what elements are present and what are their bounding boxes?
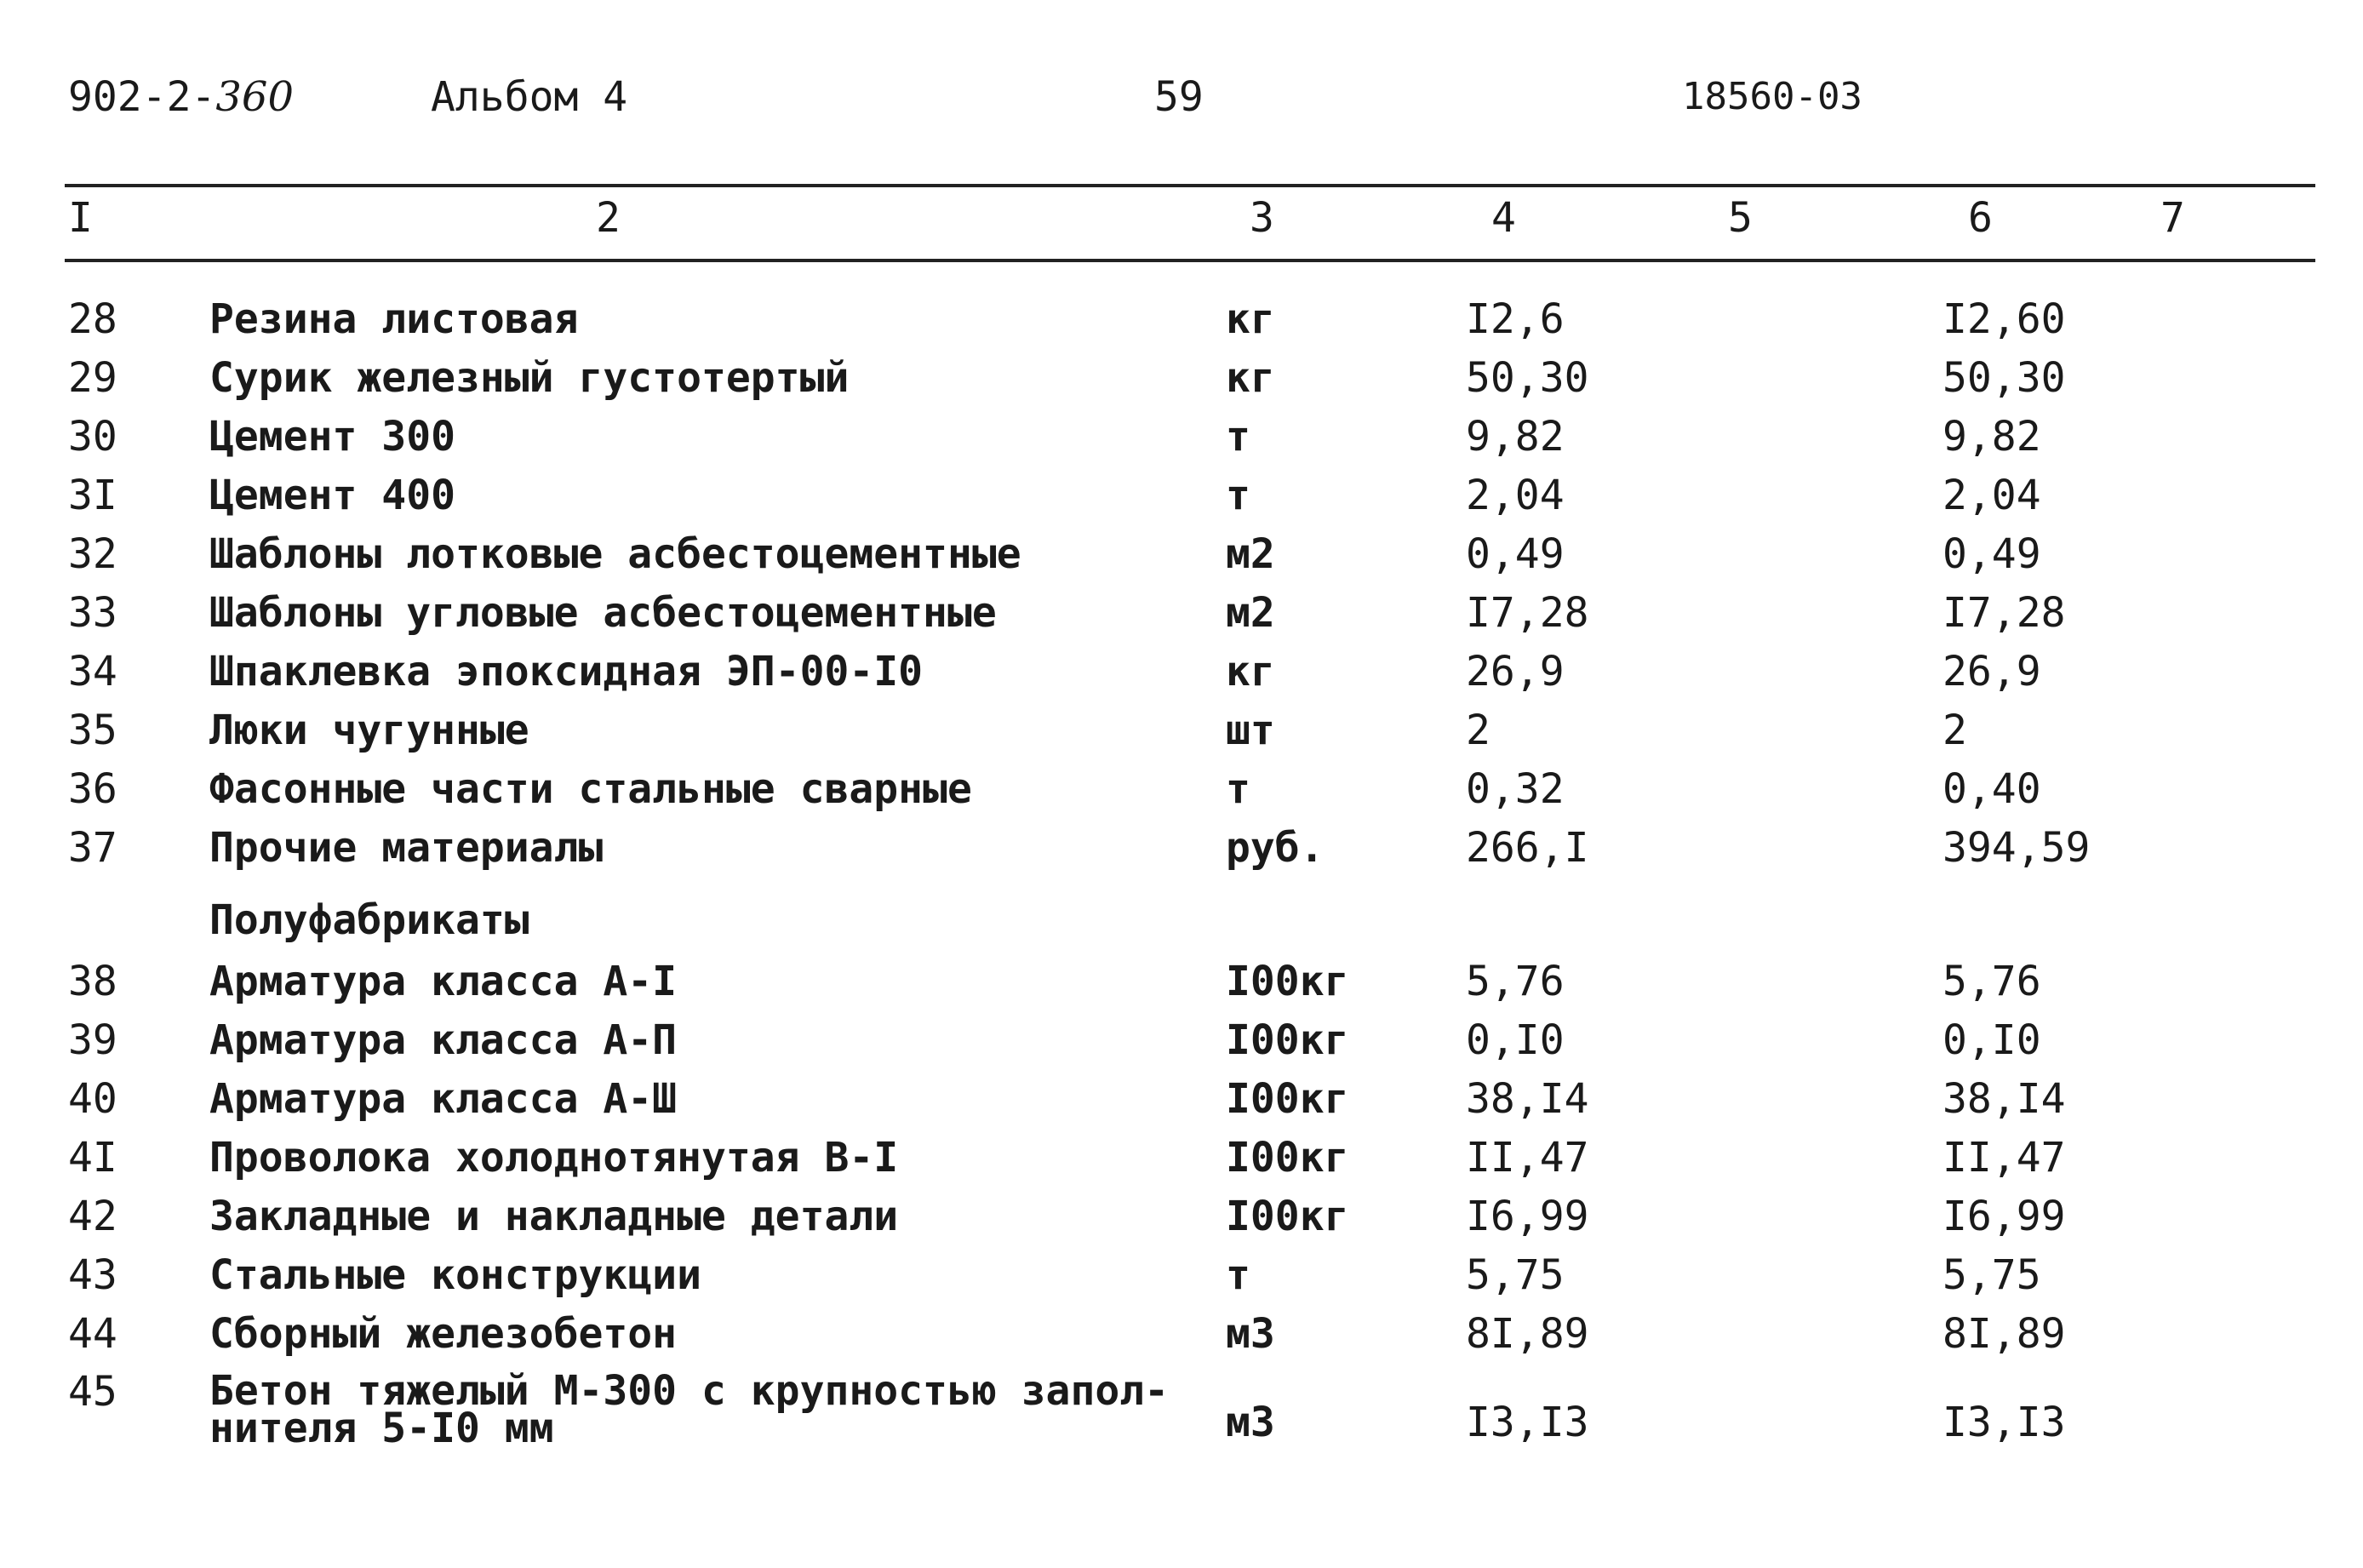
row-unit: т	[1226, 765, 1250, 813]
row-quantity-col6: 8I,89	[1942, 1310, 2066, 1358]
row-quantity-col4: 26,9	[1466, 648, 1565, 695]
column-header-4: 4	[1491, 194, 1516, 242]
row-name: Арматура класса А-П	[209, 1016, 678, 1064]
table-row	[0, 289, 2363, 349]
row-unit: I00кг	[1226, 958, 1349, 1005]
row-name: Арматура класса А-Ш	[209, 1075, 678, 1123]
table-row	[0, 1187, 2363, 1246]
row-quantity-col4: 2,04	[1466, 472, 1565, 519]
row-quantity-col4: I2,6	[1466, 295, 1565, 343]
row-unit: м2	[1226, 530, 1275, 578]
row-unit: т	[1226, 472, 1250, 519]
row-quantity-col6: 0,49	[1942, 530, 2041, 578]
row-name: Арматура класса А-I	[209, 958, 678, 1005]
table-row	[0, 524, 2363, 584]
row-number: 29	[68, 354, 117, 402]
row-name: Шаблоны угловые асбестоцементные	[209, 589, 997, 637]
row-quantity-col4: I7,28	[1466, 589, 1589, 637]
row-quantity-col6: I3,I3	[1942, 1399, 2066, 1446]
column-header-1: I	[68, 194, 93, 242]
doc-number: 18560-03	[1682, 75, 1862, 118]
row-quantity-col6: 26,9	[1942, 648, 2041, 695]
row-name	[209, 1367, 1170, 1452]
column-header-2: 2	[596, 194, 621, 242]
row-name: Проволока холоднотянутая В-I	[209, 1134, 899, 1182]
row-name: Люки чугунные	[209, 707, 529, 754]
row-quantity-col6: 9,82	[1942, 413, 2041, 461]
table-row	[0, 1010, 2363, 1070]
row-quantity-col6: I2,60	[1942, 295, 2066, 343]
row-unit: м3	[1226, 1399, 1275, 1446]
table-row	[0, 1069, 2363, 1129]
row-number: 4I	[68, 1134, 117, 1182]
row-unit: I00кг	[1226, 1075, 1349, 1123]
row-number: 35	[68, 707, 117, 754]
table-row	[0, 1304, 2363, 1364]
row-quantity-col6: II,47	[1942, 1134, 2066, 1182]
album-label: Альбом 4	[431, 73, 628, 121]
document-code-prefix: 902-2-	[68, 73, 216, 121]
row-name: Шпаклевка эпоксидная ЭП-00-I0	[209, 648, 924, 695]
row-quantity-col6: I7,28	[1942, 589, 2066, 637]
table-row	[0, 407, 2363, 466]
row-name: Прочие материалы	[209, 824, 604, 872]
row-unit: I00кг	[1226, 1016, 1349, 1064]
row-unit: кг	[1226, 295, 1275, 343]
row-number: 33	[68, 589, 117, 637]
row-number: 44	[68, 1310, 117, 1358]
row-number: 30	[68, 413, 117, 461]
table-header-rule	[65, 259, 2315, 262]
row-quantity-col6: 2,04	[1942, 472, 2041, 519]
row-quantity-col4: 0,49	[1466, 530, 1565, 578]
row-number: 38	[68, 958, 117, 1005]
row-unit: т	[1226, 1251, 1250, 1299]
row-quantity-col6: 5,75	[1942, 1251, 2041, 1299]
row-quantity-col4: I3,I3	[1466, 1399, 1589, 1446]
row-number: 45	[68, 1368, 117, 1416]
row-number: 34	[68, 648, 117, 695]
row-number: 28	[68, 295, 117, 343]
row-name: Шаблоны лотковые асбестоцементные	[209, 530, 1021, 578]
row-quantity-col6: I6,99	[1942, 1193, 2066, 1240]
row-quantity-col4: 0,I0	[1466, 1016, 1565, 1064]
table-row	[0, 1367, 2363, 1461]
row-quantity-col4: 8I,89	[1466, 1310, 1589, 1358]
column-header-3: 3	[1250, 194, 1274, 242]
row-quantity-col4: 2	[1466, 707, 1490, 754]
table-row	[0, 1245, 2363, 1305]
row-name: Резина листовая	[209, 295, 579, 343]
row-number: 3I	[68, 472, 117, 519]
row-quantity-col6: 2	[1942, 707, 1967, 754]
table-row	[0, 642, 2363, 701]
row-number: 40	[68, 1075, 117, 1123]
page-number: 59	[1154, 73, 1204, 121]
row-quantity-col6: 50,30	[1942, 354, 2066, 402]
row-quantity-col4: 50,30	[1466, 354, 1589, 402]
table-row	[0, 952, 2363, 1011]
table-top-rule	[65, 184, 2315, 187]
row-name: Стальные конструкции	[209, 1251, 701, 1299]
row-quantity-col4: 5,75	[1466, 1251, 1565, 1299]
row-name-line-1: Бетон тяжелый М-300 с крупностью запол-	[209, 1367, 1170, 1415]
row-number: 39	[68, 1016, 117, 1064]
column-header-5: 5	[1728, 194, 1753, 242]
row-quantity-col4: 0,32	[1466, 765, 1565, 813]
row-name: Цемент 300	[209, 413, 455, 461]
row-number: 37	[68, 824, 117, 872]
row-unit: м3	[1226, 1310, 1275, 1358]
row-unit: т	[1226, 413, 1250, 461]
row-unit: I00кг	[1226, 1193, 1349, 1240]
document-code	[68, 72, 294, 123]
column-header-6: 6	[1968, 194, 1993, 242]
table-row	[0, 818, 2363, 878]
row-quantity-col6: 0,40	[1942, 765, 2041, 813]
table-row	[0, 1128, 2363, 1187]
row-number: 32	[68, 530, 117, 578]
table-row	[0, 348, 2363, 408]
row-number: 42	[68, 1193, 117, 1240]
row-unit: кг	[1226, 648, 1275, 695]
row-unit: шт	[1226, 707, 1275, 754]
row-number: 36	[68, 765, 117, 813]
row-unit: руб.	[1226, 824, 1325, 872]
row-quantity-col6: 38,I4	[1942, 1075, 2066, 1123]
row-quantity-col4: I6,99	[1466, 1193, 1589, 1240]
row-quantity-col4: 266,I	[1466, 824, 1589, 872]
row-unit: м2	[1226, 589, 1275, 637]
row-name: Сурик железный густотертый	[209, 354, 850, 402]
row-quantity-col6: 5,76	[1942, 958, 2041, 1005]
row-unit: кг	[1226, 354, 1275, 402]
row-unit: I00кг	[1226, 1134, 1349, 1182]
row-quantity-col6: 394,59	[1942, 824, 2091, 872]
row-name: Закладные и накладные детали	[209, 1193, 899, 1240]
row-quantity-col4: II,47	[1466, 1134, 1589, 1182]
row-quantity-col4: 38,I4	[1466, 1075, 1589, 1123]
table-row	[0, 466, 2363, 525]
row-quantity-col4: 5,76	[1466, 958, 1565, 1005]
section-title: Полуфабрикаты	[209, 896, 529, 944]
document-code-suffix: 360	[215, 73, 295, 121]
row-name: Сборный железобетон	[209, 1310, 678, 1358]
row-name: Цемент 400	[209, 472, 455, 519]
table-row	[0, 583, 2363, 643]
row-name: Фасонные части стальные сварные	[209, 765, 972, 813]
row-quantity-col6: 0,I0	[1942, 1016, 2041, 1064]
table-row	[0, 759, 2363, 819]
column-header-7: 7	[2160, 194, 2185, 242]
table-row	[0, 701, 2363, 760]
row-number: 43	[68, 1251, 117, 1299]
row-name-line-2: нителя 5-I0 мм	[209, 1405, 554, 1452]
row-quantity-col4: 9,82	[1466, 413, 1565, 461]
